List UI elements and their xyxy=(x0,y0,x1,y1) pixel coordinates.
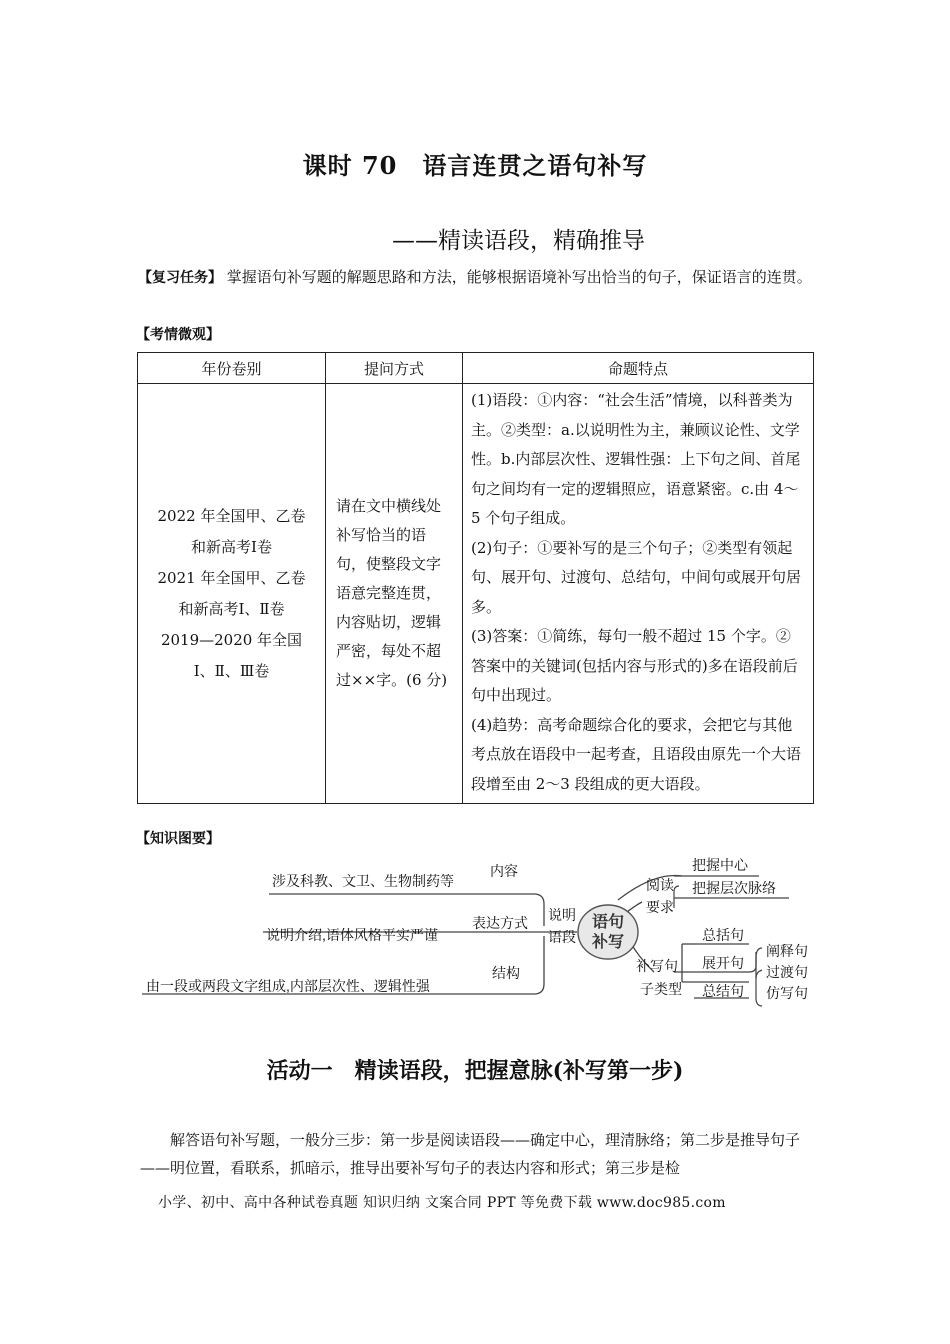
table-row xyxy=(138,384,814,804)
review-task xyxy=(138,264,818,291)
exam-table xyxy=(137,352,814,804)
year-line: 和新高考Ⅰ卷 xyxy=(191,537,272,556)
branch-detail: 由一段或两段文字组成,内部层次性、逻辑性强 xyxy=(146,978,430,994)
feature-item: (4)趋势：高考命题综合化的要求，会把它与其他考点放在语段中一起考查，且语段由原先一个大语段增至由 2～3 段组成的更大语段。 xyxy=(471,715,802,793)
reading-label-1: 阅读 xyxy=(646,877,674,893)
feature-item: (2)句子：①要补写的是三个句子；②类型有领起句、展开句、过渡句、总结句，中间句或展开句居多。 xyxy=(471,538,802,616)
type-item: 总结句 xyxy=(702,983,744,999)
features-cell xyxy=(463,384,814,804)
year-line: Ⅰ、Ⅱ、Ⅲ卷 xyxy=(193,661,270,680)
type-item: 总括句 xyxy=(702,927,744,943)
types-label-2: 子类型 xyxy=(640,981,682,997)
branch-detail: 说明介绍,语体风格平实严谨 xyxy=(266,927,438,943)
reading-item: 把握层次脉络 xyxy=(692,880,776,896)
left-node-line-2: 语段 xyxy=(548,929,576,945)
review-task-label: 【复习任务】 xyxy=(138,270,222,286)
table-header: 年份卷别 xyxy=(138,353,326,384)
page-subtitle: ——精读语段，精确推导 xyxy=(392,228,645,254)
year-line: 2021 年全国甲、乙卷 xyxy=(157,568,306,587)
reading-item: 把握中心 xyxy=(692,857,748,873)
years-cell xyxy=(138,384,326,804)
table-header: 命题特点 xyxy=(463,353,814,384)
branch-detail: 涉及科教、文卫、生物制药等 xyxy=(272,873,454,889)
knowledge-map-label: 【知识图要】 xyxy=(136,831,220,847)
year-line: 2019—2020 年全国 xyxy=(160,630,303,649)
branch-label: 表达方式 xyxy=(472,915,528,931)
center-line-2: 补写 xyxy=(591,932,625,951)
feature-item: (1)语段：①内容：“社会生活”情境，以科普类为主。②类型：a.以说明性为主，兼顾议论性、文学性。b.内部层次性、逻辑性强：上下句之间、首尾句之间均有一定的逻辑照应，语意紧密。c.由 4～5 个句子组成。 xyxy=(471,391,801,527)
year-line: 2022 年全国甲、乙卷 xyxy=(157,506,306,525)
feature-item: (3)答案：①简练，每句一般不超过 15 个字。②答案中的关键词(包括内容与形式的)多在语段前后句中出现过。 xyxy=(471,627,798,704)
body-paragraph: 解答语句补写题，一般分三步：第一步是阅读语段——确定中心，理清脉络；第二步是推导句子——明位置，看联系，抓暗示，推导出要补写句子的表达内容和形式；第三步是检 xyxy=(140,1131,801,1177)
branch-label: 结构 xyxy=(492,965,520,981)
table-header: 提问方式 xyxy=(326,353,463,384)
type-sub-item: 仿写句 xyxy=(766,985,808,1001)
left-node-line-1: 说明 xyxy=(548,907,576,923)
table-header-row xyxy=(138,353,814,384)
question-cell: 请在文中横线处补写恰当的语句，使整段文字语意完整连贯，内容贴切，逻辑严密，每处不超过××字。(6 分) xyxy=(326,384,463,804)
footer-text: 小学、初中、高中各种试卷真题 知识归纳 文案合同 PPT 等免费下载 www.doc985.com xyxy=(158,1195,726,1211)
center-line-1: 语句 xyxy=(591,912,625,931)
review-task-text: 掌握语句补写题的解题思路和方法，能够根据语境补写出恰当的句子，保证语言的连贯。 xyxy=(226,268,812,286)
type-sub-item: 过渡句 xyxy=(766,964,808,980)
types-label-1: 补写句 xyxy=(636,958,678,974)
page-title: 课时 70 语言连贯之语句补写 xyxy=(302,151,648,180)
exam-overview-label: 【考情微观】 xyxy=(136,327,220,343)
activity-title: 活动一 精读语段，把握意脉(补写第一步) xyxy=(266,1058,684,1084)
knowledge-mindmap xyxy=(134,848,824,1008)
branch-label: 内容 xyxy=(490,863,518,879)
year-line: 和新高考Ⅰ、Ⅱ卷 xyxy=(178,599,285,618)
type-item: 展开句 xyxy=(702,955,744,971)
type-sub-item: 阐释句 xyxy=(766,943,808,959)
reading-label-2: 要求 xyxy=(646,899,674,915)
